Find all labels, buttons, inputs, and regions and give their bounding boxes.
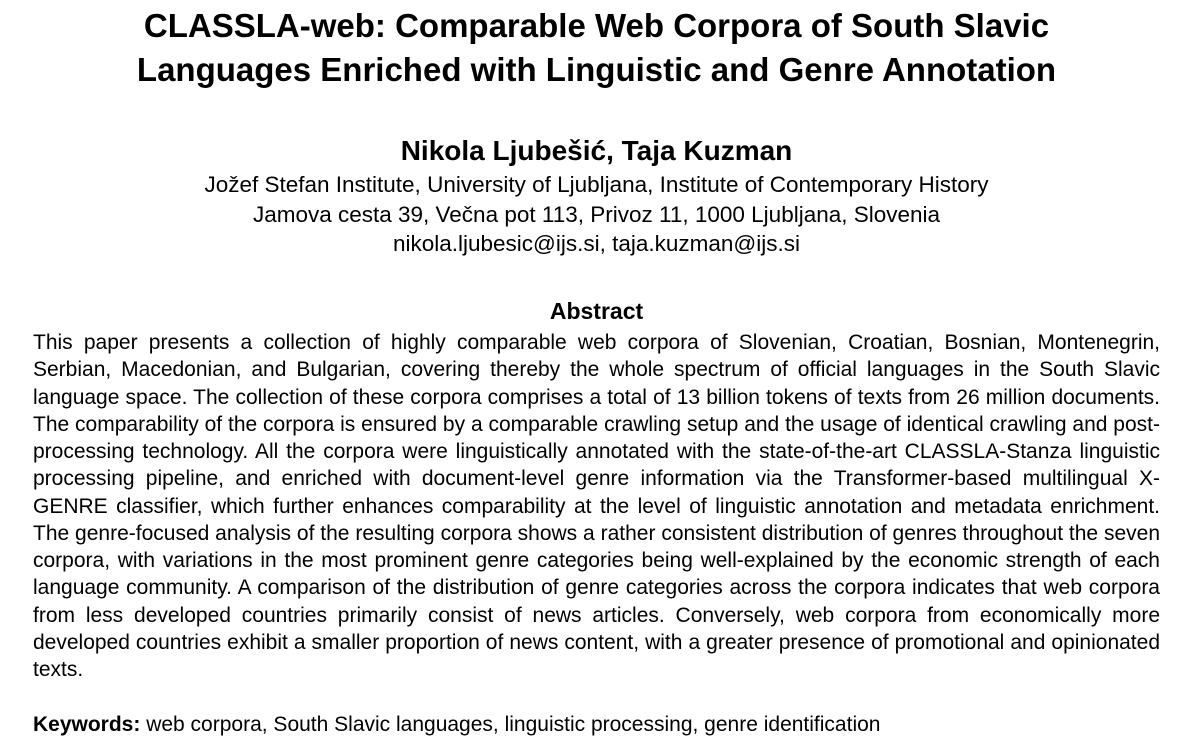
keywords-label: Keywords: (33, 713, 141, 736)
paper-title (0, 4, 1193, 92)
paper-affiliations (0, 170, 1193, 259)
paper-authors: Nikola Ljubešić, Taja Kuzman (400, 135, 793, 166)
abstract-body: This paper presents a collection of highly comparable web corpora of Slovenian, Croatian, Bosnian, Montenegrin, Serbian, Macedonian, and Bulgarian, covering thereby the whole spectrum of official languages in the South Slavic language space. The collection of these corpora comprises a total of 13 billion tokens of texts from 26 million documents. The comparability of the corpora is ensured by a comparable crawling setup and the usage of identical crawling and post-processing technology. All the corpora were linguistically annotated with the state-of-the-art CLASSLA-Stanza linguistic processing pipeline, and enriched with document-level genre information via the Transformer-based multilingual X-GENRE classifier, which further enhances comparability at the level of linguistic annotation and metadata enrichment. The genre-focused analysis of the resulting corpora shows a rather consistent distribution of genres throughout the seven corpora, with variations in the most prominent genre categories being well-explained by the economic strength of each language community. A comparison of the distribution of genre categories across the corpora indicates that web corpora from less developed countries primarily consist of news articles. Conversely, web corpora from economically more developed countries exhibit a smaller proportion of news content, with a greater presence of promotional and opinionated texts. (33, 331, 1160, 681)
keywords-line (33, 711, 1160, 739)
affiliation-institutions: Jožef Stefan Institute, University of Ljubljana, Institute of Contemporary History (204, 172, 989, 197)
paper-title-line-1: CLASSLA-web: Comparable Web Corpora of South Slavic (143, 7, 1050, 44)
abstract-heading: Abstract (549, 298, 644, 324)
affiliation-emails: nikola.ljubesic@ijs.si, taja.kuzman@ijs.si (392, 231, 801, 256)
keywords-list: web corpora, South Slavic languages, linguistic processing, genre identification (146, 713, 881, 736)
paper-title-line-2: Languages Enriched with Linguistic and Genre Annotation (136, 51, 1057, 88)
affiliation-addresses: Jamova cesta 39, Večna pot 113, Privoz 11, 1000 Ljubljana, Slovenia (252, 201, 941, 227)
